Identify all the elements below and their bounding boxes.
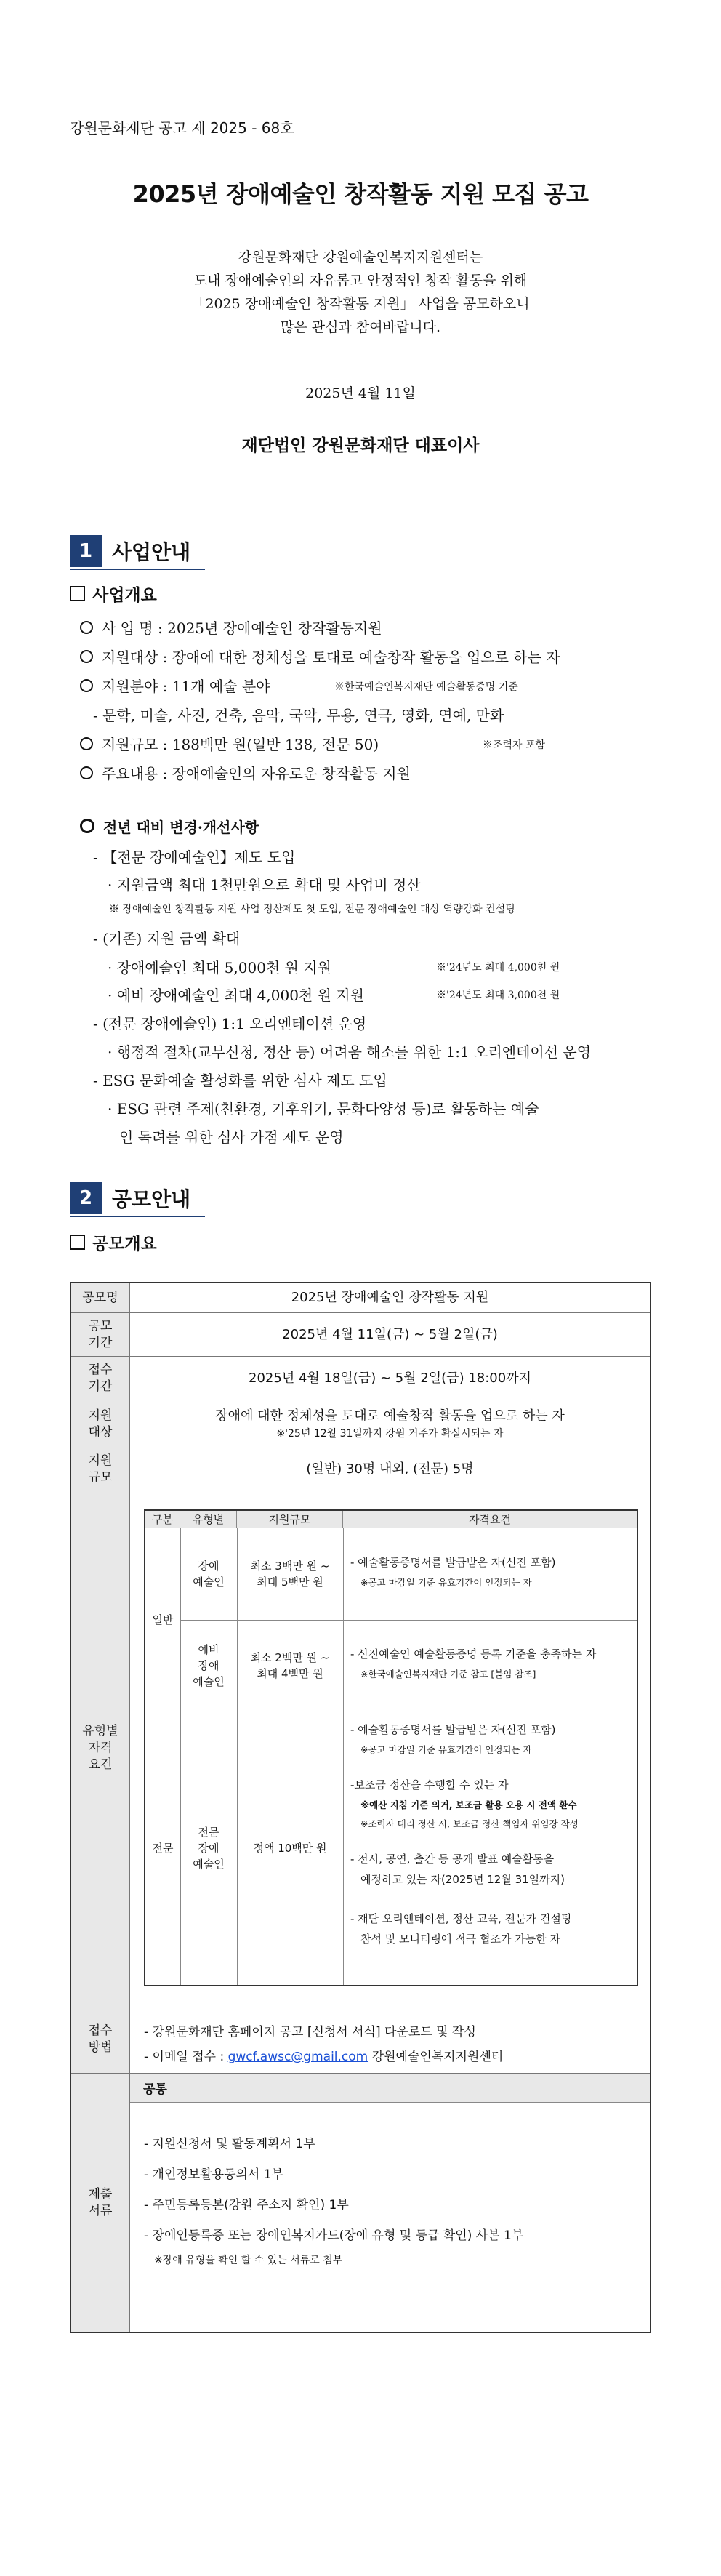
change-item: - ESG 문화예술 활성화를 위한 심사 제도 도입 [93, 1072, 387, 1089]
sub-heading [70, 582, 157, 606]
section-title: 사업안내 [112, 537, 190, 566]
type-cell: 전문 장애 예술인 [193, 1826, 225, 1871]
email-link[interactable]: gwcf.awsc@gmail.com [227, 2050, 368, 2064]
row-value: (일반) 30명 내외, (전문) 5명 [306, 1461, 474, 1477]
overview-item: 지원분야 : 11개 예술 분야 [80, 675, 270, 696]
target-text: 장애에 대한 정체성을 토대로 예술창작 활동을 업으로 하는 자 [215, 1408, 565, 1424]
requirement-text: - 전시, 공연, 출간 등 공개 발표 예술활동을 [350, 1853, 555, 1866]
change-note: ※ 장애예술인 창작활동 지원 사업 정산제도 첫 도입, 전문 장애예술인 대상 역량강화 컨설팅 [109, 904, 515, 915]
table-row [71, 1356, 650, 1400]
section-2-heading [70, 1182, 190, 1214]
change-item: · ESG 관련 주제(친환경, 기후위기, 문화다양성 등)로 활동하는 예술 [108, 1100, 539, 1118]
requirement-note: ※공고 마감일 기준 유효기간이 인정되는 자 [360, 1744, 532, 1755]
sub-heading [70, 1230, 157, 1254]
row-value: 2025년 4월 18일(금) ~ 5월 2일(금) 18:00까지 [249, 1371, 531, 1386]
section-title: 공모안내 [112, 1184, 190, 1213]
sub-heading-label: 공모개요 [92, 1235, 157, 1253]
table-row [71, 1490, 650, 2005]
inner-header: 유형별 [180, 1511, 237, 1528]
circle-bullet-icon [80, 650, 93, 663]
target-note: ※'25년 12월 31일까지 강원 거주가 확실시되는 자 [276, 1428, 504, 1440]
table-row [71, 2073, 650, 2332]
row-label: 지원 대상 [71, 1400, 130, 1448]
intro-line: 많은 관심과 참여바랍니다. [280, 319, 440, 335]
row-label: 접수 기간 [71, 1357, 130, 1400]
overview-table [70, 1282, 651, 2333]
table-row [71, 1400, 650, 1448]
requirement-note: ※예산 지침 기준 의거, 보조금 활용 오용 시 전액 환수 [360, 1799, 577, 1810]
section-1-heading [70, 535, 190, 567]
requirement-note: ※조력자 대리 정산 시, 보조금 정산 책임자 위임장 작성 [360, 1818, 579, 1829]
doc-item: - 주민등록등본(강원 주소지 확인) 1부 [144, 2198, 349, 2212]
overview-item: 지원규모 : 188백만 원(일반 138, 전문 50) [80, 733, 379, 754]
overview-item: 사 업 명 : 2025년 장애예술인 창작활동지원 [80, 617, 382, 638]
row-value [130, 1400, 650, 1448]
circle-bullet-icon [80, 766, 93, 779]
row-label: 공모 기간 [71, 1313, 130, 1357]
inner-header: 지원규모 [237, 1511, 343, 1528]
change-item: · 행정적 절차(교부신청, 정산 등) 어려움 해소를 위한 1:1 오리엔테이션 운영 [108, 1043, 592, 1061]
requirement-text: 예정하고 있는 자(2025년 12월 31일까지) [360, 1873, 565, 1886]
requirement-text: - 예술활동증명서를 발급받은 자(신진 포함) [350, 1556, 556, 1569]
category-general: 일반 [152, 1613, 174, 1626]
inner-header: 자격요건 [343, 1511, 637, 1528]
circle-bullet-icon [80, 737, 93, 750]
overview-item: 주요내용 : 장애예술인의 자유로운 창작활동 지원 [80, 762, 411, 783]
method-line: - 이메일 접수 : gwcf.awsc@gmail.com 강원예술인복지지원센터 [144, 2050, 504, 2064]
table-row [71, 1283, 650, 1312]
doc-item: - 지원신청서 및 활동계획서 1부 [144, 2137, 315, 2151]
type-cell: 장애 예술인 [193, 1560, 225, 1589]
overview-item: 지원대상 : 장애에 대한 정체성을 토대로 예술창작 활동을 업으로 하는 자 [80, 646, 560, 667]
requirement-text: - 신진예술인 예술활동증명 등록 기준을 충족하는 자 [350, 1648, 597, 1661]
row-label: 접수 방법 [71, 2005, 130, 2074]
row-label: 유형별 자격 요건 [71, 1490, 130, 2005]
scale-cell: 정액 10백만 원 [253, 1842, 327, 1855]
table-row [71, 1312, 650, 1357]
change-note: ※'24년도 최대 3,000천 원 [436, 990, 560, 1001]
row-label: 공모명 [71, 1283, 130, 1312]
intro-text [0, 246, 721, 339]
row-value: 2025년 4월 11일(금) ~ 5월 2일(금) [282, 1327, 498, 1342]
requirement-text: 참석 및 모니터링에 적극 협조가 가능한 자 [360, 1933, 560, 1946]
circle-bullet-icon [80, 679, 93, 692]
inner-header: 구분 [145, 1511, 180, 1528]
signer: 재단법인 강원문화재단 대표이사 [241, 436, 480, 455]
section-number: 2 [70, 1182, 102, 1214]
requirement-note: ※한국예술인복지재단 기준 참고 [붙임 참조] [360, 1669, 536, 1680]
notice-number: 강원문화재단 공고 제 2025 - 68호 [70, 119, 294, 137]
intro-line: 강원문화재단 강원예술인복지지원센터는 [238, 249, 483, 265]
circle-bullet-icon [80, 819, 94, 833]
doc-note: ※장애 유형을 확인 할 수 있는 서류로 첨부 [154, 2255, 343, 2266]
change-item: - (기존) 지원 금액 확대 [93, 930, 241, 947]
announcement-date: 2025년 4월 11일 [305, 385, 416, 401]
scale-cell: 최소 2백만 원 ~ 최대 4백만 원 [250, 1651, 330, 1680]
change-item: 인 독려를 위한 심사 가점 제도 운영 [119, 1128, 344, 1146]
table-row [71, 1448, 650, 1490]
change-item: - 【전문 장애예술인】제도 도입 [93, 848, 296, 866]
scale-note: ※조력자 포함 [483, 739, 546, 751]
intro-line: 「2025 장애예술인 창작활동 지원」 사업을 공모하오니 [191, 296, 530, 312]
change-item: - (전문 장애예술인) 1:1 오리엔테이션 운영 [93, 1015, 367, 1032]
table-row [71, 2005, 650, 2074]
requirement-note: ※공고 마감일 기준 유효기간이 인정되는 자 [360, 1577, 532, 1588]
requirement-text: -보조금 정산을 수행할 수 있는 자 [350, 1778, 509, 1791]
changes-heading: 전년 대비 변경·개선사항 [80, 816, 259, 837]
row-value: 2025년 장애예술인 창작활동 지원 [291, 1290, 489, 1305]
category-pro: 전문 [152, 1842, 174, 1855]
row-label: 제출 서류 [71, 2074, 130, 2332]
change-item: · 예비 장애예술인 최대 4,000천 원 지원 [108, 987, 364, 1004]
intro-line: 도내 장애예술인의 자유롭고 안정적인 창작 활동을 위해 [193, 273, 528, 289]
sub-heading-label: 사업개요 [92, 586, 157, 605]
checkbox-square-icon [70, 1235, 85, 1250]
page-title: 2025년 장애예술인 창작활동 지원 모집 공고 [132, 180, 589, 208]
circle-bullet-icon [80, 621, 93, 634]
change-note: ※'24년도 최대 4,000천 원 [436, 962, 560, 974]
requirement-text: - 예술활동증명서를 발급받은 자(신진 포함) [350, 1723, 556, 1736]
change-item: · 장애예술인 최대 5,000천 원 지원 [108, 959, 331, 976]
section-number: 1 [70, 535, 102, 567]
overview-item: - 문학, 미술, 사진, 건축, 음악, 국악, 무용, 연극, 영화, 연예, 만화 [93, 707, 504, 724]
method-line: - 강원문화재단 홈페이지 공고 [신청서 서식] 다운로드 및 작성 [144, 2025, 476, 2039]
field-note: ※한국예술인복지재단 예술활동증명 기준 [334, 681, 518, 693]
scale-cell: 최소 3백만 원 ~ 최대 5백만 원 [250, 1560, 330, 1589]
doc-item: - 개인정보활용동의서 1부 [144, 2167, 283, 2182]
docs-common-header: 공통 [130, 2074, 650, 2103]
qualification-table [144, 1509, 638, 1986]
doc-item: - 장애인등록증 또는 장애인복지카드(장애 유형 및 등급 확인) 사본 1부 [144, 2228, 524, 2243]
type-cell: 예비 장애 예술인 [193, 1643, 225, 1688]
requirement-text: - 재단 오리엔테이션, 정산 교육, 전문가 컨설팅 [350, 1912, 572, 1925]
checkbox-square-icon [70, 586, 85, 601]
row-label: 지원 규모 [71, 1448, 130, 1490]
change-item: · 지원금액 최대 1천만원으로 확대 및 사업비 정산 [108, 876, 421, 894]
